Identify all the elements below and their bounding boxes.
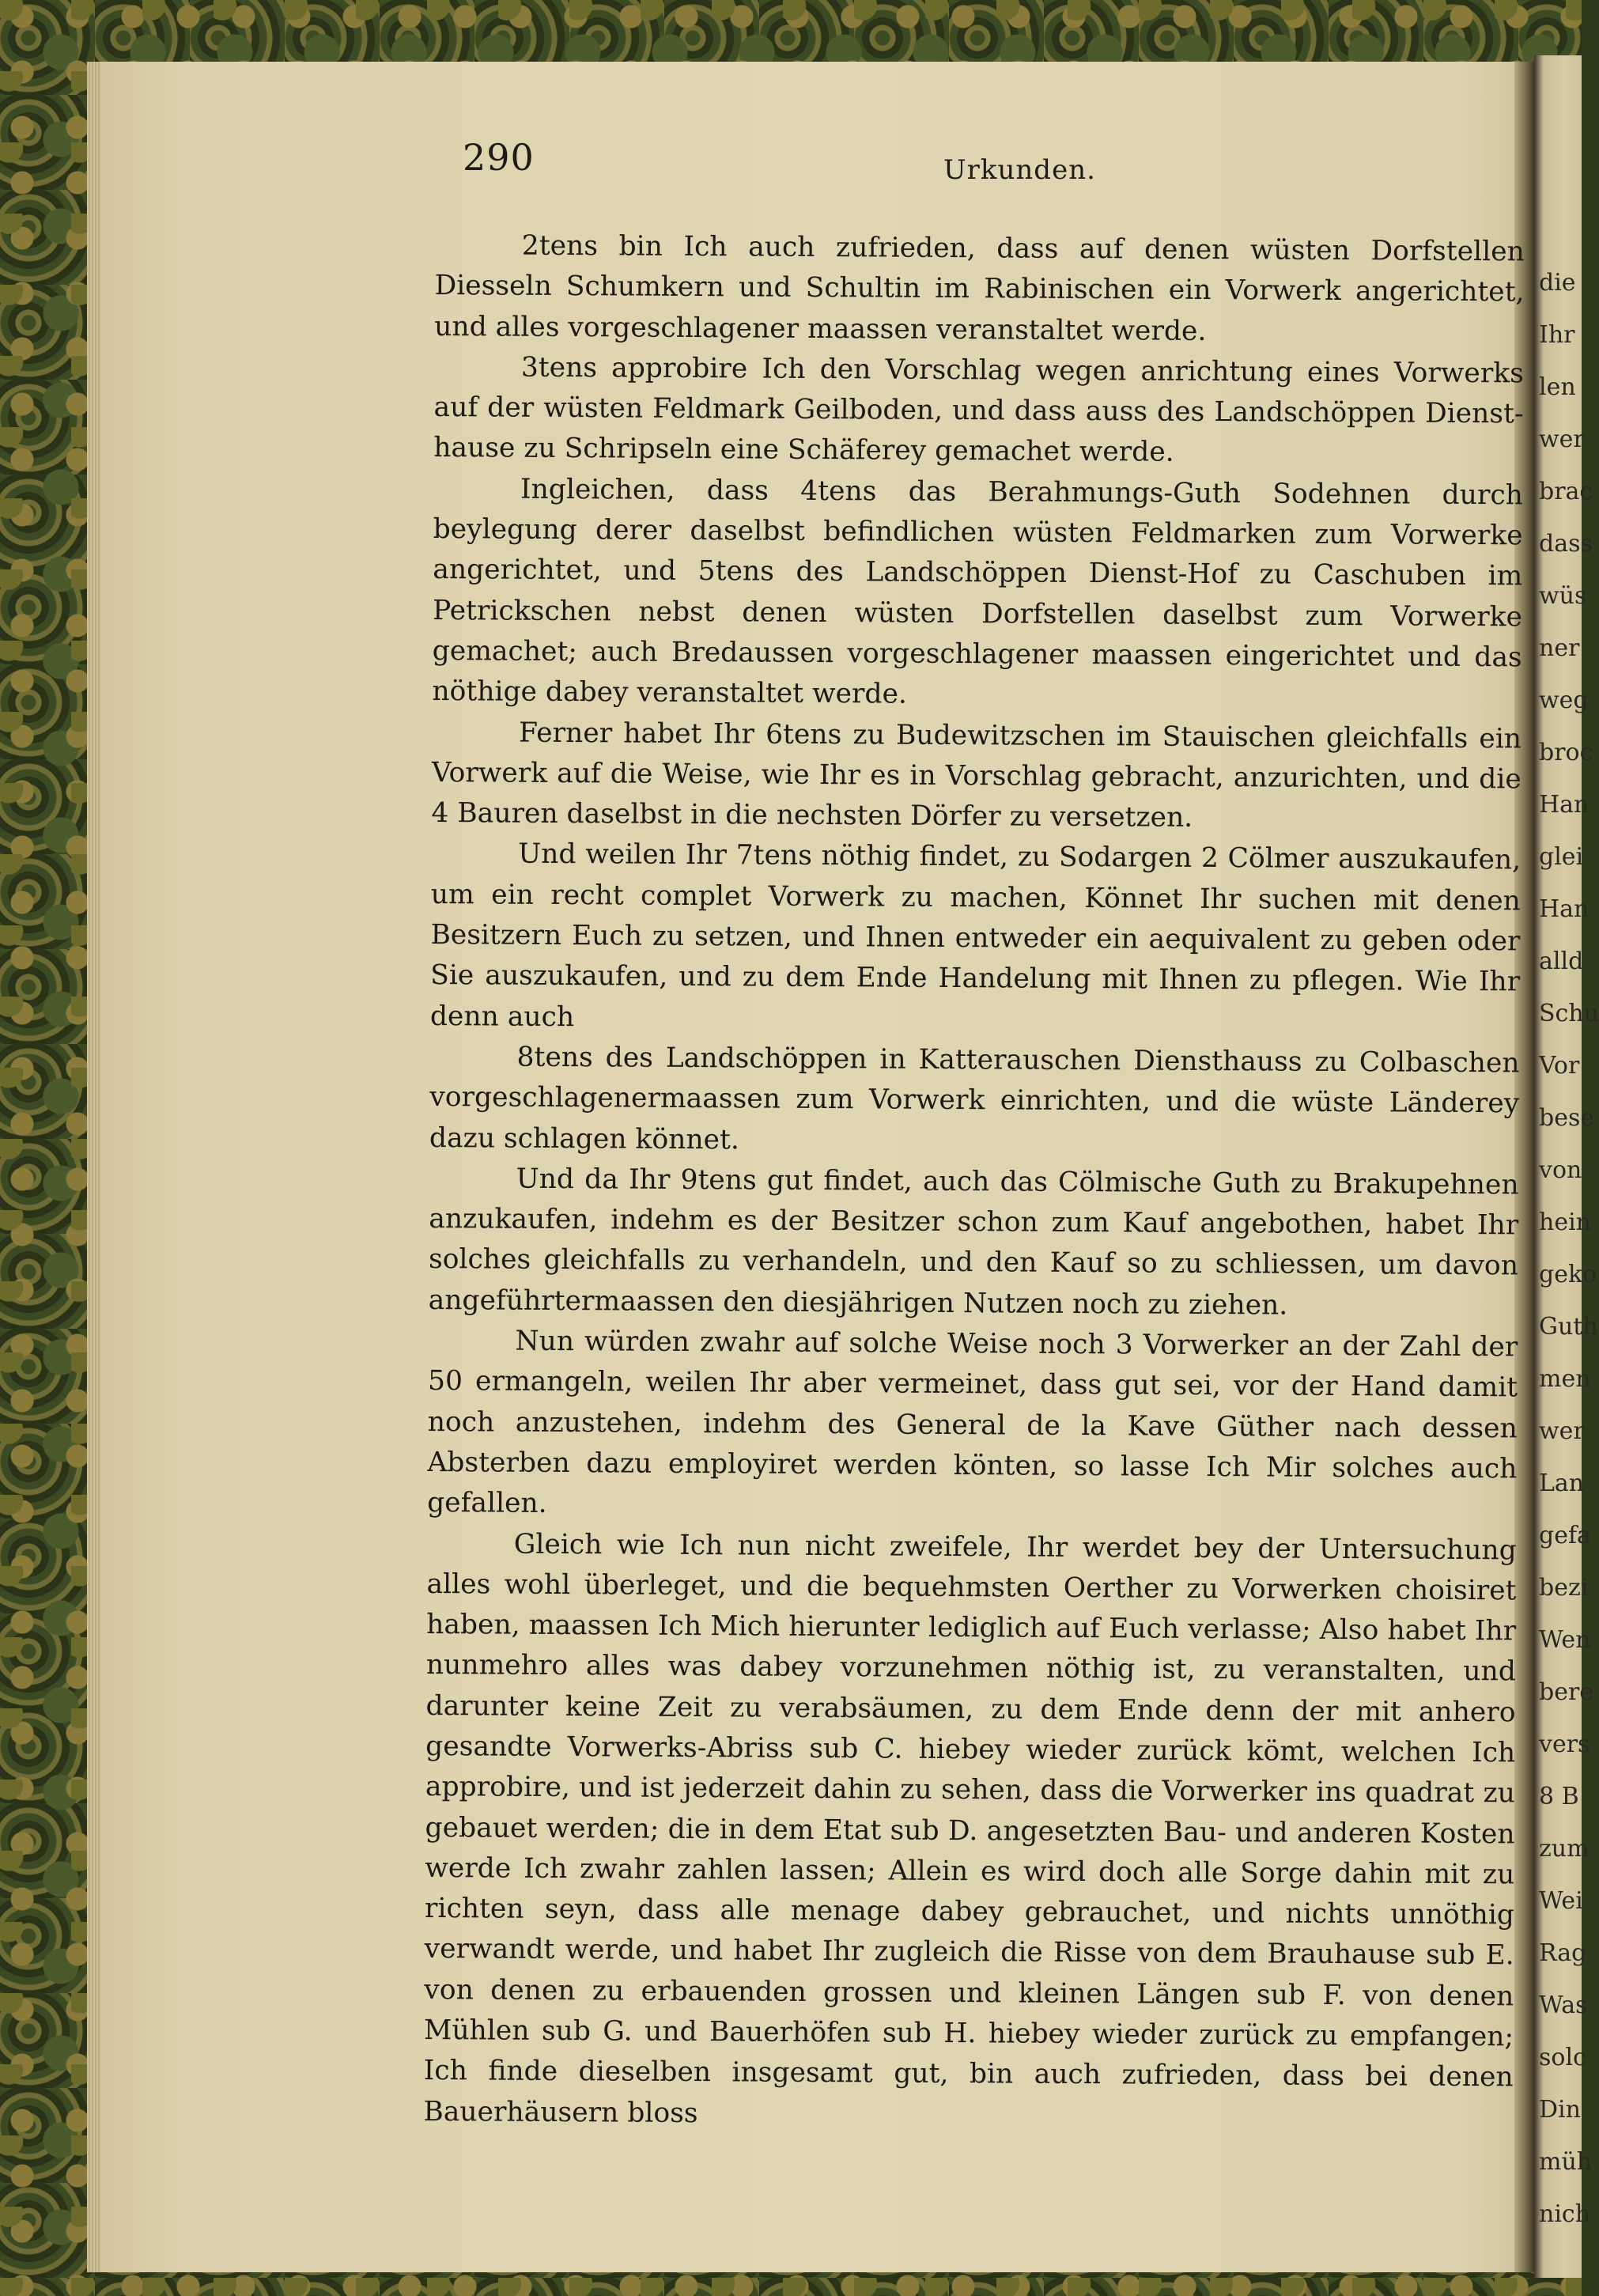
next-page-fragment: brac: [1539, 478, 1593, 505]
next-page-fragment: bere: [1539, 1678, 1594, 1706]
next-page-fragment: Wen: [1539, 1626, 1591, 1654]
next-page-fragment: Han: [1539, 895, 1590, 923]
next-page-fragment: Was: [1539, 1992, 1588, 2019]
running-head: Urkunden.: [943, 154, 1096, 186]
next-page-fragment: ner: [1539, 634, 1580, 662]
paragraph: Und da Ihr 9tens gut findet, auch das Cölmische Guth zu Brakupehnen anzukaufen, indehm es der Besitzer schon zum Kauf angebothen, habet Ihr solches gleichfalls zu verhandeln, und den Kauf so zu schliessen, um davon angeführtermaassen den diesjährigen Nutzen noch zu ziehen.: [428, 1163, 1519, 1322]
next-page-fragment: Rag: [1539, 1939, 1587, 1967]
page-number: 290: [463, 136, 535, 179]
next-page-fragment: Schu: [1539, 1000, 1599, 1027]
paragraph: 3tens approbire Ich den Vorschlag wegen anrichtung eines Vorwerks auf der wüsten Feldmark Geilboden, und dass auss des Landschöppen Dienst-hause zu Schripseln eine Schäferey gemachet werde.: [433, 351, 1525, 469]
next-page-fragment: weg: [1539, 687, 1589, 714]
next-page-fragment: Vor: [1539, 1052, 1580, 1080]
next-page-fragment: broc: [1539, 739, 1593, 766]
next-page-fragment: Lan: [1539, 1470, 1585, 1497]
next-page-fragment: hein: [1539, 1209, 1591, 1236]
next-page-fragment: wer: [1539, 426, 1585, 453]
next-page-fragment: len: [1539, 373, 1576, 401]
next-page-fragment: solc: [1539, 2044, 1586, 2071]
next-page-fragment: wer: [1539, 1417, 1585, 1445]
paragraph: 2tens bin Ich auch zufrieden, dass auf denen wüsten Dorfstellen Diesseln Schumkern und Schultin im Rabinischen ein Vorwerk angerichtet, und alles vorgeschlagener maassen veranstaltet werde.: [434, 229, 1525, 347]
next-page-fragment: nich: [1539, 2200, 1591, 2228]
next-page-fragment: wüs: [1539, 582, 1587, 610]
next-page-fragment: dass: [1539, 530, 1593, 558]
paragraph: 8tens des Landschöppen in Katterauschen Diensthauss zu Colbaschen vorgeschlagenermaassen zum Vorwerk einrichten, und die wüste Länderey dazu schlagen könnet.: [429, 1041, 1520, 1156]
next-page-fragment: Guth: [1539, 1313, 1598, 1341]
next-page-fragment: von: [1539, 1156, 1582, 1184]
next-page-fragment: bese: [1539, 1104, 1595, 1132]
document-body: [423, 225, 1525, 2139]
next-page-fragment: zum: [1539, 1835, 1590, 1863]
next-page-fragment: Han: [1539, 791, 1590, 819]
next-page-fragment: vers: [1539, 1731, 1590, 1758]
paragraph: Gleich wie Ich nun nicht zweifele, Ihr werdet bey der Untersuchung alles wohl überleget, und die bequehmsten Oerther zu Vorwerken choisiret haben, maassen Ich Mich hierunter lediglich auf Euch verlasse; Also habet Ihr nunmehro alles was dabey vorzunehmen nöthig ist, zu veranstalten, und darunter keine Zeit zu verabsäumen, zu dem Ende denn der mit anhero gesandte Vorwerks-Abriss sub C. hiebey wieder zurück kömt, welchen Ich approbire, und ist jederzeit dahin zu sehen, dass die Vorwerker ins quadrat zu gebauet werden; die in dem Etat sub D. angesetzten Bau- und anderen Kosten werde Ich zwahr zahlen lassen; Allein es wird doch alle Sorge dahin mit zu richten seyn, dass alle menage dabey gebrauchet, und nichts unnöthig verwandt werde, und habet Ihr zugleich die Risse von dem Brauhause sub E. von denen zu erbauenden grossen und kleinen Längen sub F. von denen Mühlen sub G. und Bauerhöfen sub H. hiebey wieder zurück zu empfangen; Ich finde dieselben insgesamt gut, bin auch zufrieden, dass bei denen Bauerhäusern bloss: [423, 1528, 1517, 2129]
next-page-fragment: die: [1539, 269, 1576, 297]
next-page-fragment: alld: [1539, 948, 1584, 975]
next-page-fragment: müh: [1539, 2148, 1593, 2176]
next-page-fragment: Ihr: [1539, 321, 1575, 349]
next-page-fragment: men: [1539, 1365, 1591, 1393]
paragraph: Ferner habet Ihr 6tens zu Budewitzschen im Stauischen gleichfalls ein Vorwerk auf die Weise, wie Ihr es in Vorschlag gebracht, anzurichten, und die 4 Bauren daselbst in die nechsten Dörfer zu versetzen.: [431, 717, 1522, 834]
paragraph: Ingleichen, dass 4tens das Berahmungs-Guth Sodehnen durch beylegung derer daselbst befindlichen wüsten Feldmarken zum Vorwerke angerichtet, und 5tens des Landschöppen Dienst-Hof zu Caschuben im Petrickschen nebst denen wüsten Dorfstellen daselbst zum Vorwerke gemachet; auch Bredaussen vorgeschlagener maassen eingerichtet und das nöthige dabey veranstaltet werde.: [432, 473, 1524, 710]
next-page-fragment: gefa: [1539, 1522, 1591, 1549]
next-page-fragment: glei: [1539, 843, 1584, 871]
next-page-fragment: Wei: [1539, 1887, 1583, 1915]
next-page-fragment: bezi: [1539, 1574, 1589, 1602]
next-page-fragment: geko: [1539, 1261, 1597, 1288]
paragraph: Nun würden zwahr auf solche Weise noch 3 Vorwerker an der Zahl der 50 ermangeln, weilen Ihr aber vermeinet, dass gut sei, vor der Hand damit noch anzustehen, indehm des General de la Kave Güther nach dessen Absterben dazu employiret werden könten, so lasse Ich Mir solches auch gefallen.: [427, 1325, 1518, 1520]
paragraph: Und weilen Ihr 7tens nöthig findet, zu Sodargen 2 Cölmer auszukaufen, um ein recht complet Vorwerk zu machen, Könnet Ihr suchen mit denen Besitzern Euch zu setzen, und Ihnen entweder ein aequivalent zu geben oder Sie auszukaufen, und zu dem Ende Handelung mit Ihnen zu pflegen. Wie Ihr denn auch: [429, 838, 1522, 1033]
next-page-fragment: 8 B: [1539, 1783, 1579, 1810]
next-page-fragment: Din: [1539, 2096, 1581, 2124]
next-page-edge: [1534, 55, 1599, 2278]
